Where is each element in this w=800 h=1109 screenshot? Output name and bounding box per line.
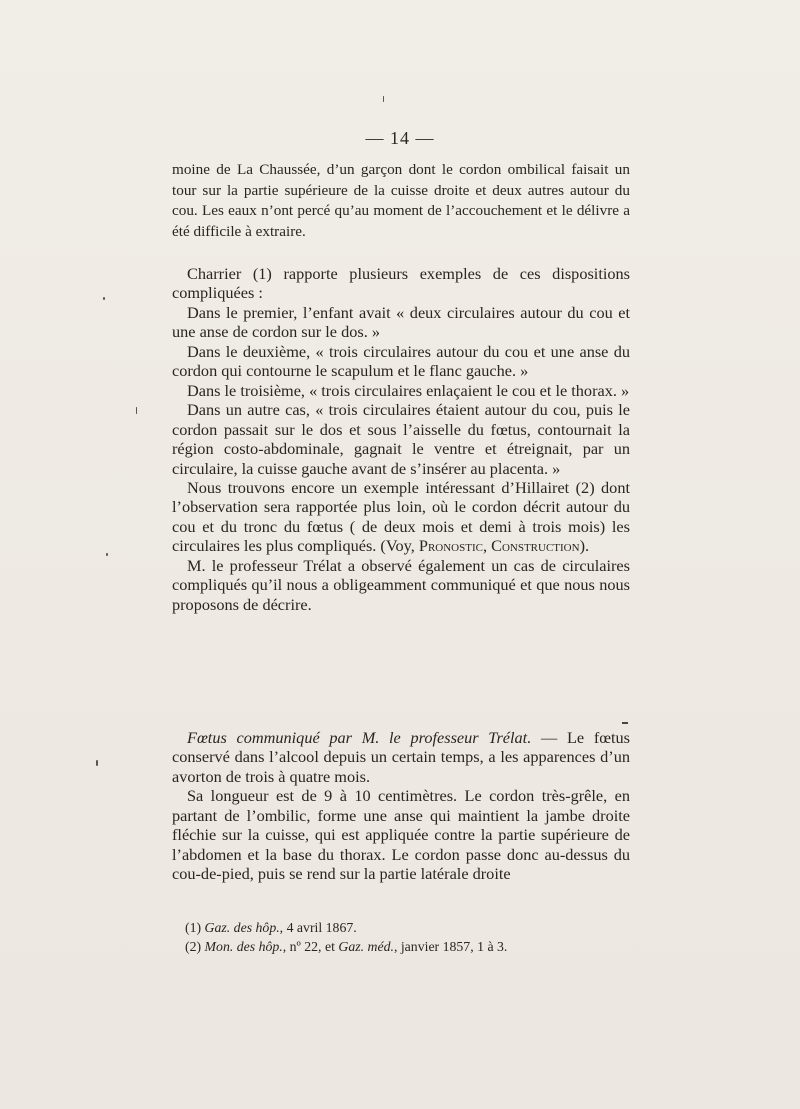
top-paragraph-block [172,160,630,242]
foetus-text-block [172,728,630,884]
paper-speck [96,760,98,766]
footnote-2 [185,937,630,956]
comma: , [482,536,492,556]
closing-paren: ). [579,536,590,556]
paragraph-troisieme: Dans le troisième, « trois circulaires enlaçaient le cou et le thorax. » [187,380,630,400]
footnote-text-2: , janvier 1857, 1 à 3. [393,939,508,954]
foetus-text: — Le fœtus conservé dans l’alcool depuis un certain temps, a les apparences d’un avorton de trois à quatre mois. [172,728,630,786]
paragraph-premier: Dans le premier, l’enfant avait « deux circulaires autour du cou et une anse de cordon sur le dos. » [172,302,630,342]
footnote-source: Mon. des hôp. [204,939,283,954]
footnote-number: (2) [185,939,202,954]
foetus-heading: Fœtus communiqué par M. le professeur Trélat. [187,728,532,747]
page-number: — 14 — [365,128,435,148]
paper-speck [103,297,105,300]
paragraph-hillairet [172,478,630,556]
paragraph-autre-cas: Dans un autre cas, « trois circulaires étaient autour du cou, puis le cordon passait sur le dos et sous l’aisselle du fœtus, contournait la région costo-abdominale, gagnait le ventre et étreignait, par un circulaire, la cuisse gauche avant de s’insérer au placenta. » [172,400,630,478]
footnote-text: , nº 22, et [282,939,339,954]
paper-speck [106,553,108,556]
footnote-number: (1) [185,920,202,935]
paragraph-charrier: Charrier (1) rapporte plusieurs exemples de ces dispositions compliquées : [172,264,630,303]
paragraph-trelat: M. le professeur Trélat a observé également un cas de circulaires compliqués qu’il nous a obligeamment communiqué et que nous nous proposons de décrire. [172,555,630,614]
paragraph-foetus [172,728,630,786]
construction-ref: Construction [491,536,580,556]
paragraph-deuxieme: Dans le deuxième, « trois circulaires autour du cou et une anse du cordon qui contourne le scapulum et le flanc gauche. » [172,341,630,381]
footnote-text: , 4 avril 1867. [279,920,357,935]
footnote-1 [185,918,630,937]
footnotes [185,918,630,956]
footnote-source: Gaz. des hôp. [204,920,280,935]
paper-speck [136,407,137,414]
pronostic-ref: Pronostic [418,536,483,556]
separator-dash [622,722,628,724]
paragraph-longueur: Sa longueur est de 9 à 10 centimètres. Le cordon très-grêle, en partant de l’ombilic, forme une anse qui maintient la jambe droite fléchie sur la cuisse, qui est appliquée contre la partie supérieure de l’abdomen et la base du thorax. Le cordon passe donc au-dessus du cou-de-pied, puis se rend sur la partie latérale droite [172,786,630,884]
hillairet-text: Nous trouvons encore un exemple intéressant d’Hillairet (2) dont l’observation sera rapportée plus loin, où le cordon décrit autour du cou et du tronc du fœtus ( de deux mois et demi à trois mois) les circulaires les plus compliqués. (Voy, [172,477,630,556]
footnote-source-2: Gaz. méd. [338,939,394,954]
paper-speck [383,96,384,102]
main-text-block [172,264,630,614]
paragraph-continuation: moine de La Chaussée, d’un garçon dont le cordon ombilical faisait un tour sur la partie supérieure de la cuisse droite et deux autres autour du cou. Les eaux n’ont percé qu’au moment de l’accouchement et le délivre a été difficile à extraire. [172,161,630,240]
